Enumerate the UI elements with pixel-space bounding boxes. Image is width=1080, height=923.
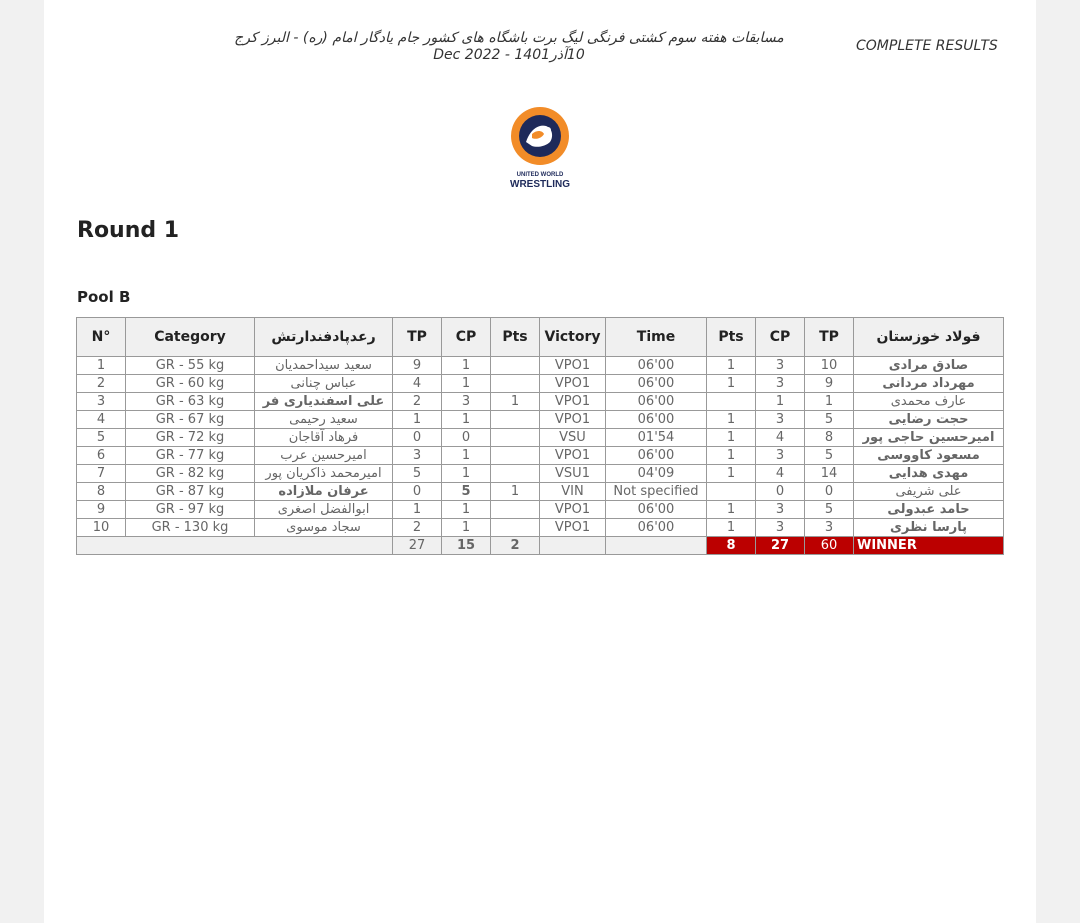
cell-victory: VPO1 bbox=[540, 411, 606, 429]
cell-cp-left: 1 bbox=[442, 375, 491, 393]
winner-badge: WINNER bbox=[854, 537, 1004, 555]
cell-cp-right: 3 bbox=[756, 519, 805, 537]
cell-tp-right: 10 bbox=[805, 357, 854, 375]
cell-pts-right: 1 bbox=[707, 411, 756, 429]
cell-pts-left: 1 bbox=[491, 393, 540, 411]
cell-time: Not specified bbox=[606, 483, 707, 501]
cell-victory: VPO1 bbox=[540, 519, 606, 537]
logo-line2: WRESTLING bbox=[510, 179, 570, 190]
cell-right-wrestler: حامد عبدولی bbox=[854, 501, 1004, 519]
cell-cp-right: 3 bbox=[756, 411, 805, 429]
cell-tp-left: 0 bbox=[393, 483, 442, 501]
table-row bbox=[77, 465, 1004, 483]
cell-pts-left bbox=[491, 429, 540, 447]
cell-tp-left: 2 bbox=[393, 519, 442, 537]
cell-cp-left: 1 bbox=[442, 447, 491, 465]
cell-no: 8 bbox=[77, 483, 126, 501]
cell-pts-right bbox=[707, 393, 756, 411]
cell-category: GR - 82 kg bbox=[126, 465, 255, 483]
cell-pts-left bbox=[491, 411, 540, 429]
cell-right-wrestler: پارسا نظری bbox=[854, 519, 1004, 537]
cell-tp-right: 5 bbox=[805, 501, 854, 519]
cell-pts-left bbox=[491, 519, 540, 537]
cell-cp-left: 1 bbox=[442, 357, 491, 375]
col-pts-left: Pts bbox=[491, 318, 540, 357]
cell-pts-left bbox=[491, 465, 540, 483]
cell-cp-left: 1 bbox=[442, 465, 491, 483]
col-victory: Victory bbox=[540, 318, 606, 357]
totals-spacer bbox=[77, 537, 393, 555]
cell-category: GR - 63 kg bbox=[126, 393, 255, 411]
cell-cp-right: 3 bbox=[756, 357, 805, 375]
cell-cp-left: 1 bbox=[442, 411, 491, 429]
cell-tp-right: 8 bbox=[805, 429, 854, 447]
cell-right-wrestler: مهرداد مردانی bbox=[854, 375, 1004, 393]
event-title bbox=[194, 30, 824, 64]
cell-victory: VPO1 bbox=[540, 447, 606, 465]
cell-left-wrestler: علی اسفندیاری فر bbox=[255, 393, 393, 411]
cell-cp-right: 3 bbox=[756, 447, 805, 465]
table-row bbox=[77, 357, 1004, 375]
table-row bbox=[77, 375, 1004, 393]
total-tp-right: 60 bbox=[805, 537, 854, 555]
cell-left-wrestler: امیرمحمد ذاکریان پور bbox=[255, 465, 393, 483]
cell-pts-right: 1 bbox=[707, 429, 756, 447]
col-time: Time bbox=[606, 318, 707, 357]
cell-tp-left: 4 bbox=[393, 375, 442, 393]
cell-time: 04'09 bbox=[606, 465, 707, 483]
col-no: N° bbox=[77, 318, 126, 357]
col-category: Category bbox=[126, 318, 255, 357]
cell-pts-right: 1 bbox=[707, 447, 756, 465]
cell-victory: VPO1 bbox=[540, 501, 606, 519]
cell-time: 06'00 bbox=[606, 447, 707, 465]
cell-no: 1 bbox=[77, 357, 126, 375]
cell-cp-right: 4 bbox=[756, 465, 805, 483]
cell-pts-left bbox=[491, 357, 540, 375]
cell-pts-right: 1 bbox=[707, 357, 756, 375]
results-table bbox=[76, 317, 1004, 555]
cell-no: 7 bbox=[77, 465, 126, 483]
cell-category: GR - 87 kg bbox=[126, 483, 255, 501]
cell-pts-left: 1 bbox=[491, 483, 540, 501]
cell-cp-left: 5 bbox=[442, 483, 491, 501]
cell-pts-left bbox=[491, 501, 540, 519]
event-title-line2: 10آذر1401 - Dec 2022 bbox=[433, 47, 585, 63]
cell-tp-right: 5 bbox=[805, 411, 854, 429]
cell-pts-right bbox=[707, 483, 756, 501]
cell-time: 06'00 bbox=[606, 519, 707, 537]
col-tp-left: TP bbox=[393, 318, 442, 357]
complete-results-label: COMPLETE RESULTS bbox=[856, 38, 998, 54]
col-cp-left: CP bbox=[442, 318, 491, 357]
cell-pts-right: 1 bbox=[707, 519, 756, 537]
cell-tp-left: 0 bbox=[393, 429, 442, 447]
cell-left-wrestler: عباس چنانی bbox=[255, 375, 393, 393]
col-team-right: فولاد خوزستان bbox=[854, 318, 1004, 357]
cell-tp-right: 14 bbox=[805, 465, 854, 483]
total-pts-left: 2 bbox=[491, 537, 540, 555]
total-cp-right: 27 bbox=[756, 537, 805, 555]
table-header-row bbox=[77, 318, 1004, 357]
cell-tp-left: 3 bbox=[393, 447, 442, 465]
cell-left-wrestler: عرفان ملازاده bbox=[255, 483, 393, 501]
results-page bbox=[44, 0, 1036, 923]
cell-cp-left: 1 bbox=[442, 519, 491, 537]
cell-tp-left: 9 bbox=[393, 357, 442, 375]
totals-blank-time bbox=[606, 537, 707, 555]
cell-pts-right: 1 bbox=[707, 375, 756, 393]
cell-right-wrestler: عارف محمدی bbox=[854, 393, 1004, 411]
cell-cp-right: 4 bbox=[756, 429, 805, 447]
cell-cp-left: 1 bbox=[442, 501, 491, 519]
cell-cp-right: 0 bbox=[756, 483, 805, 501]
col-team-left: رعدپادفندارتش bbox=[255, 318, 393, 357]
cell-time: 06'00 bbox=[606, 393, 707, 411]
cell-tp-left: 1 bbox=[393, 501, 442, 519]
total-pts-right: 8 bbox=[707, 537, 756, 555]
cell-left-wrestler: فرهاد آقاجان bbox=[255, 429, 393, 447]
cell-tp-right: 5 bbox=[805, 447, 854, 465]
totals-row bbox=[77, 537, 1004, 555]
cell-left-wrestler: سعید رحیمی bbox=[255, 411, 393, 429]
table-row bbox=[77, 501, 1004, 519]
cell-no: 3 bbox=[77, 393, 126, 411]
cell-victory: VPO1 bbox=[540, 393, 606, 411]
cell-tp-right: 3 bbox=[805, 519, 854, 537]
cell-no: 4 bbox=[77, 411, 126, 429]
cell-right-wrestler: امیرحسین حاجی پور bbox=[854, 429, 1004, 447]
cell-tp-left: 2 bbox=[393, 393, 442, 411]
cell-cp-right: 3 bbox=[756, 375, 805, 393]
cell-victory: VPO1 bbox=[540, 375, 606, 393]
cell-tp-right: 9 bbox=[805, 375, 854, 393]
totals-blank-victory bbox=[540, 537, 606, 555]
cell-pts-left bbox=[491, 447, 540, 465]
cell-no: 5 bbox=[77, 429, 126, 447]
cell-right-wrestler: مهدی هدایی bbox=[854, 465, 1004, 483]
cell-cp-left: 3 bbox=[442, 393, 491, 411]
cell-time: 06'00 bbox=[606, 375, 707, 393]
cell-cp-right: 3 bbox=[756, 501, 805, 519]
cell-tp-right: 1 bbox=[805, 393, 854, 411]
table-row bbox=[77, 483, 1004, 501]
cell-category: GR - 67 kg bbox=[126, 411, 255, 429]
cell-victory: VSU bbox=[540, 429, 606, 447]
cell-time: 06'00 bbox=[606, 501, 707, 519]
table-row bbox=[77, 393, 1004, 411]
cell-no: 9 bbox=[77, 501, 126, 519]
logo-line1: UNITED WORLD bbox=[516, 172, 564, 178]
cell-category: GR - 72 kg bbox=[126, 429, 255, 447]
cell-left-wrestler: سجاد موسوی bbox=[255, 519, 393, 537]
event-title-line1: مسابقات هفته سوم کشتی فرنگی لیگ برت باشگاه های کشور جام یادگار امام (ره) - البرز کرج bbox=[234, 30, 784, 46]
col-cp-right: CP bbox=[756, 318, 805, 357]
cell-no: 6 bbox=[77, 447, 126, 465]
cell-pts-right: 1 bbox=[707, 501, 756, 519]
cell-pts-left bbox=[491, 375, 540, 393]
cell-right-wrestler: علی شریفی bbox=[854, 483, 1004, 501]
round-title: Round 1 bbox=[77, 218, 180, 243]
cell-category: GR - 77 kg bbox=[126, 447, 255, 465]
col-tp-right: TP bbox=[805, 318, 854, 357]
cell-tp-left: 1 bbox=[393, 411, 442, 429]
cell-cp-left: 0 bbox=[442, 429, 491, 447]
cell-time: 01'54 bbox=[606, 429, 707, 447]
cell-tp-left: 5 bbox=[393, 465, 442, 483]
pool-title: Pool B bbox=[77, 288, 131, 306]
cell-category: GR - 97 kg bbox=[126, 501, 255, 519]
cell-right-wrestler: صادق مرادی bbox=[854, 357, 1004, 375]
cell-victory: VSU1 bbox=[540, 465, 606, 483]
cell-category: GR - 60 kg bbox=[126, 375, 255, 393]
total-cp-left: 15 bbox=[442, 537, 491, 555]
table-row bbox=[77, 411, 1004, 429]
cell-no: 10 bbox=[77, 519, 126, 537]
uww-logo bbox=[510, 106, 570, 192]
table-row bbox=[77, 447, 1004, 465]
cell-left-wrestler: امیرحسین عرب bbox=[255, 447, 393, 465]
cell-victory: VPO1 bbox=[540, 357, 606, 375]
cell-category: GR - 55 kg bbox=[126, 357, 255, 375]
table-row bbox=[77, 519, 1004, 537]
total-tp-left: 27 bbox=[393, 537, 442, 555]
cell-left-wrestler: سعید سیداحمدیان bbox=[255, 357, 393, 375]
col-pts-right: Pts bbox=[707, 318, 756, 357]
table-row bbox=[77, 429, 1004, 447]
cell-pts-right: 1 bbox=[707, 465, 756, 483]
cell-tp-right: 0 bbox=[805, 483, 854, 501]
cell-right-wrestler: حجت رضایی bbox=[854, 411, 1004, 429]
cell-victory: VIN bbox=[540, 483, 606, 501]
cell-right-wrestler: مسعود کاووسی bbox=[854, 447, 1004, 465]
cell-no: 2 bbox=[77, 375, 126, 393]
cell-cp-right: 1 bbox=[756, 393, 805, 411]
cell-time: 06'00 bbox=[606, 357, 707, 375]
cell-category: GR - 130 kg bbox=[126, 519, 255, 537]
cell-left-wrestler: ابوالفضل اصغری bbox=[255, 501, 393, 519]
cell-time: 06'00 bbox=[606, 411, 707, 429]
